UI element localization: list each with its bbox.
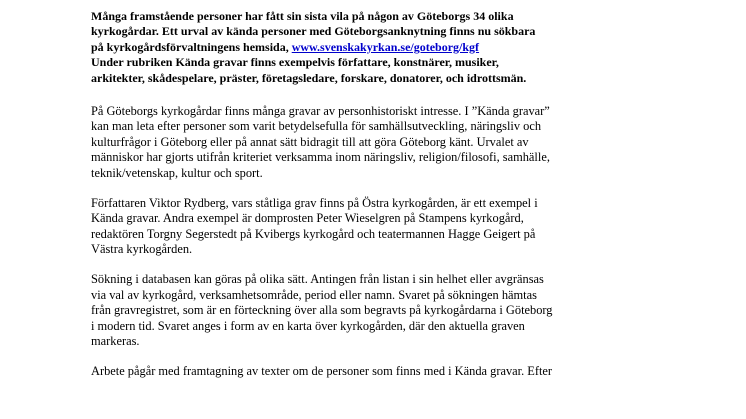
press-release-page <box>91 9 631 395</box>
lead-line-3-text: på kyrkogårdsförvaltningens hemsida, <box>91 39 292 54</box>
paragraph-2-line-1: Författaren Viktor Rydberg, vars ståtliga grav finns på Östra kyrkogården, är ett exempel i <box>91 195 538 210</box>
lead-paragraph <box>91 9 631 86</box>
paragraph-3-line-2: via val av kyrkogård, verksamhetsområde, period eller namn. Svaret på sökningen hämtas <box>91 287 537 302</box>
paragraph-1-line-4: människor har gjorts utifrån kriteriet verksamma inom näringsliv, religion/filosofi, samhälle, <box>91 150 550 165</box>
paragraph-3-line-4: i modern tid. Svaret anges i form av en karta över kyrkogården, där den aktuella graven <box>91 318 525 333</box>
cemetery-website-link[interactable]: www.svenskakyrkan.se/goteborg/kgf <box>291 39 480 54</box>
lead-line-3 <box>91 40 631 55</box>
paragraph-1-line-2: kan man leta efter personer som varit betydelsefulla för samhällsutveckling, näringsliv och <box>91 119 542 134</box>
paragraph-1-line-5: teknik/vetenskap, kultur och sport. <box>91 165 263 180</box>
paragraph-1-line-3: kulturfrågor i Göteborg eller på annat sätt bidragit till att göra Göteborg känt. Urvalet av <box>91 134 529 149</box>
body-paragraph-4 <box>91 364 631 379</box>
paragraph-3-line-5: markeras. <box>91 334 140 349</box>
lead-line-2: kyrkogårdar. Ett urval av kända personer med Göteborgsanknytning finns nu sökbara <box>91 24 536 39</box>
paragraph-2-line-3: redaktören Torgny Segerstedt på Kvibergs kyrkogård och teatermannen Hagge Geigert på <box>91 226 536 241</box>
lead-line-5: arkitekter, skådespelare, präster, företagsledare, forskare, donatorer, och idrottsmän. <box>91 70 527 85</box>
body-paragraph-2 <box>91 196 631 258</box>
paragraph-2-line-2: Kända gravar. Andra exempel är domprosten Peter Wieselgren på Stampens kyrkogård, <box>91 211 524 226</box>
lead-line-4: Under rubriken Kända gravar finns exempelvis författare, konstnärer, musiker, <box>91 55 499 70</box>
lead-line-1: Många framstående personer har fått sin sista vila på någon av Göteborgs 34 olika <box>91 9 514 23</box>
paragraph-3-line-1: Sökning i databasen kan göras på olika sätt. Antingen från listan i sin helhet eller avgränsas <box>91 272 544 287</box>
paragraph-3-line-3: från gravregistret, som är en förteckning över alla som begravts på kyrkogårdarna i Göteborg <box>91 303 553 318</box>
paragraph-4-line-1: Arbete pågår med framtagning av texter om de personer som finns med i Kända gravar. Efter <box>91 364 553 379</box>
paragraph-2-line-4: Västra kyrkogården. <box>91 242 193 257</box>
paragraph-1-line-1: På Göteborgs kyrkogårdar finns många gravar av personhistoriskt intresse. I ”Kända gravar” <box>91 103 550 118</box>
body-paragraph-3 <box>91 272 631 349</box>
body-paragraph-1 <box>91 104 631 181</box>
